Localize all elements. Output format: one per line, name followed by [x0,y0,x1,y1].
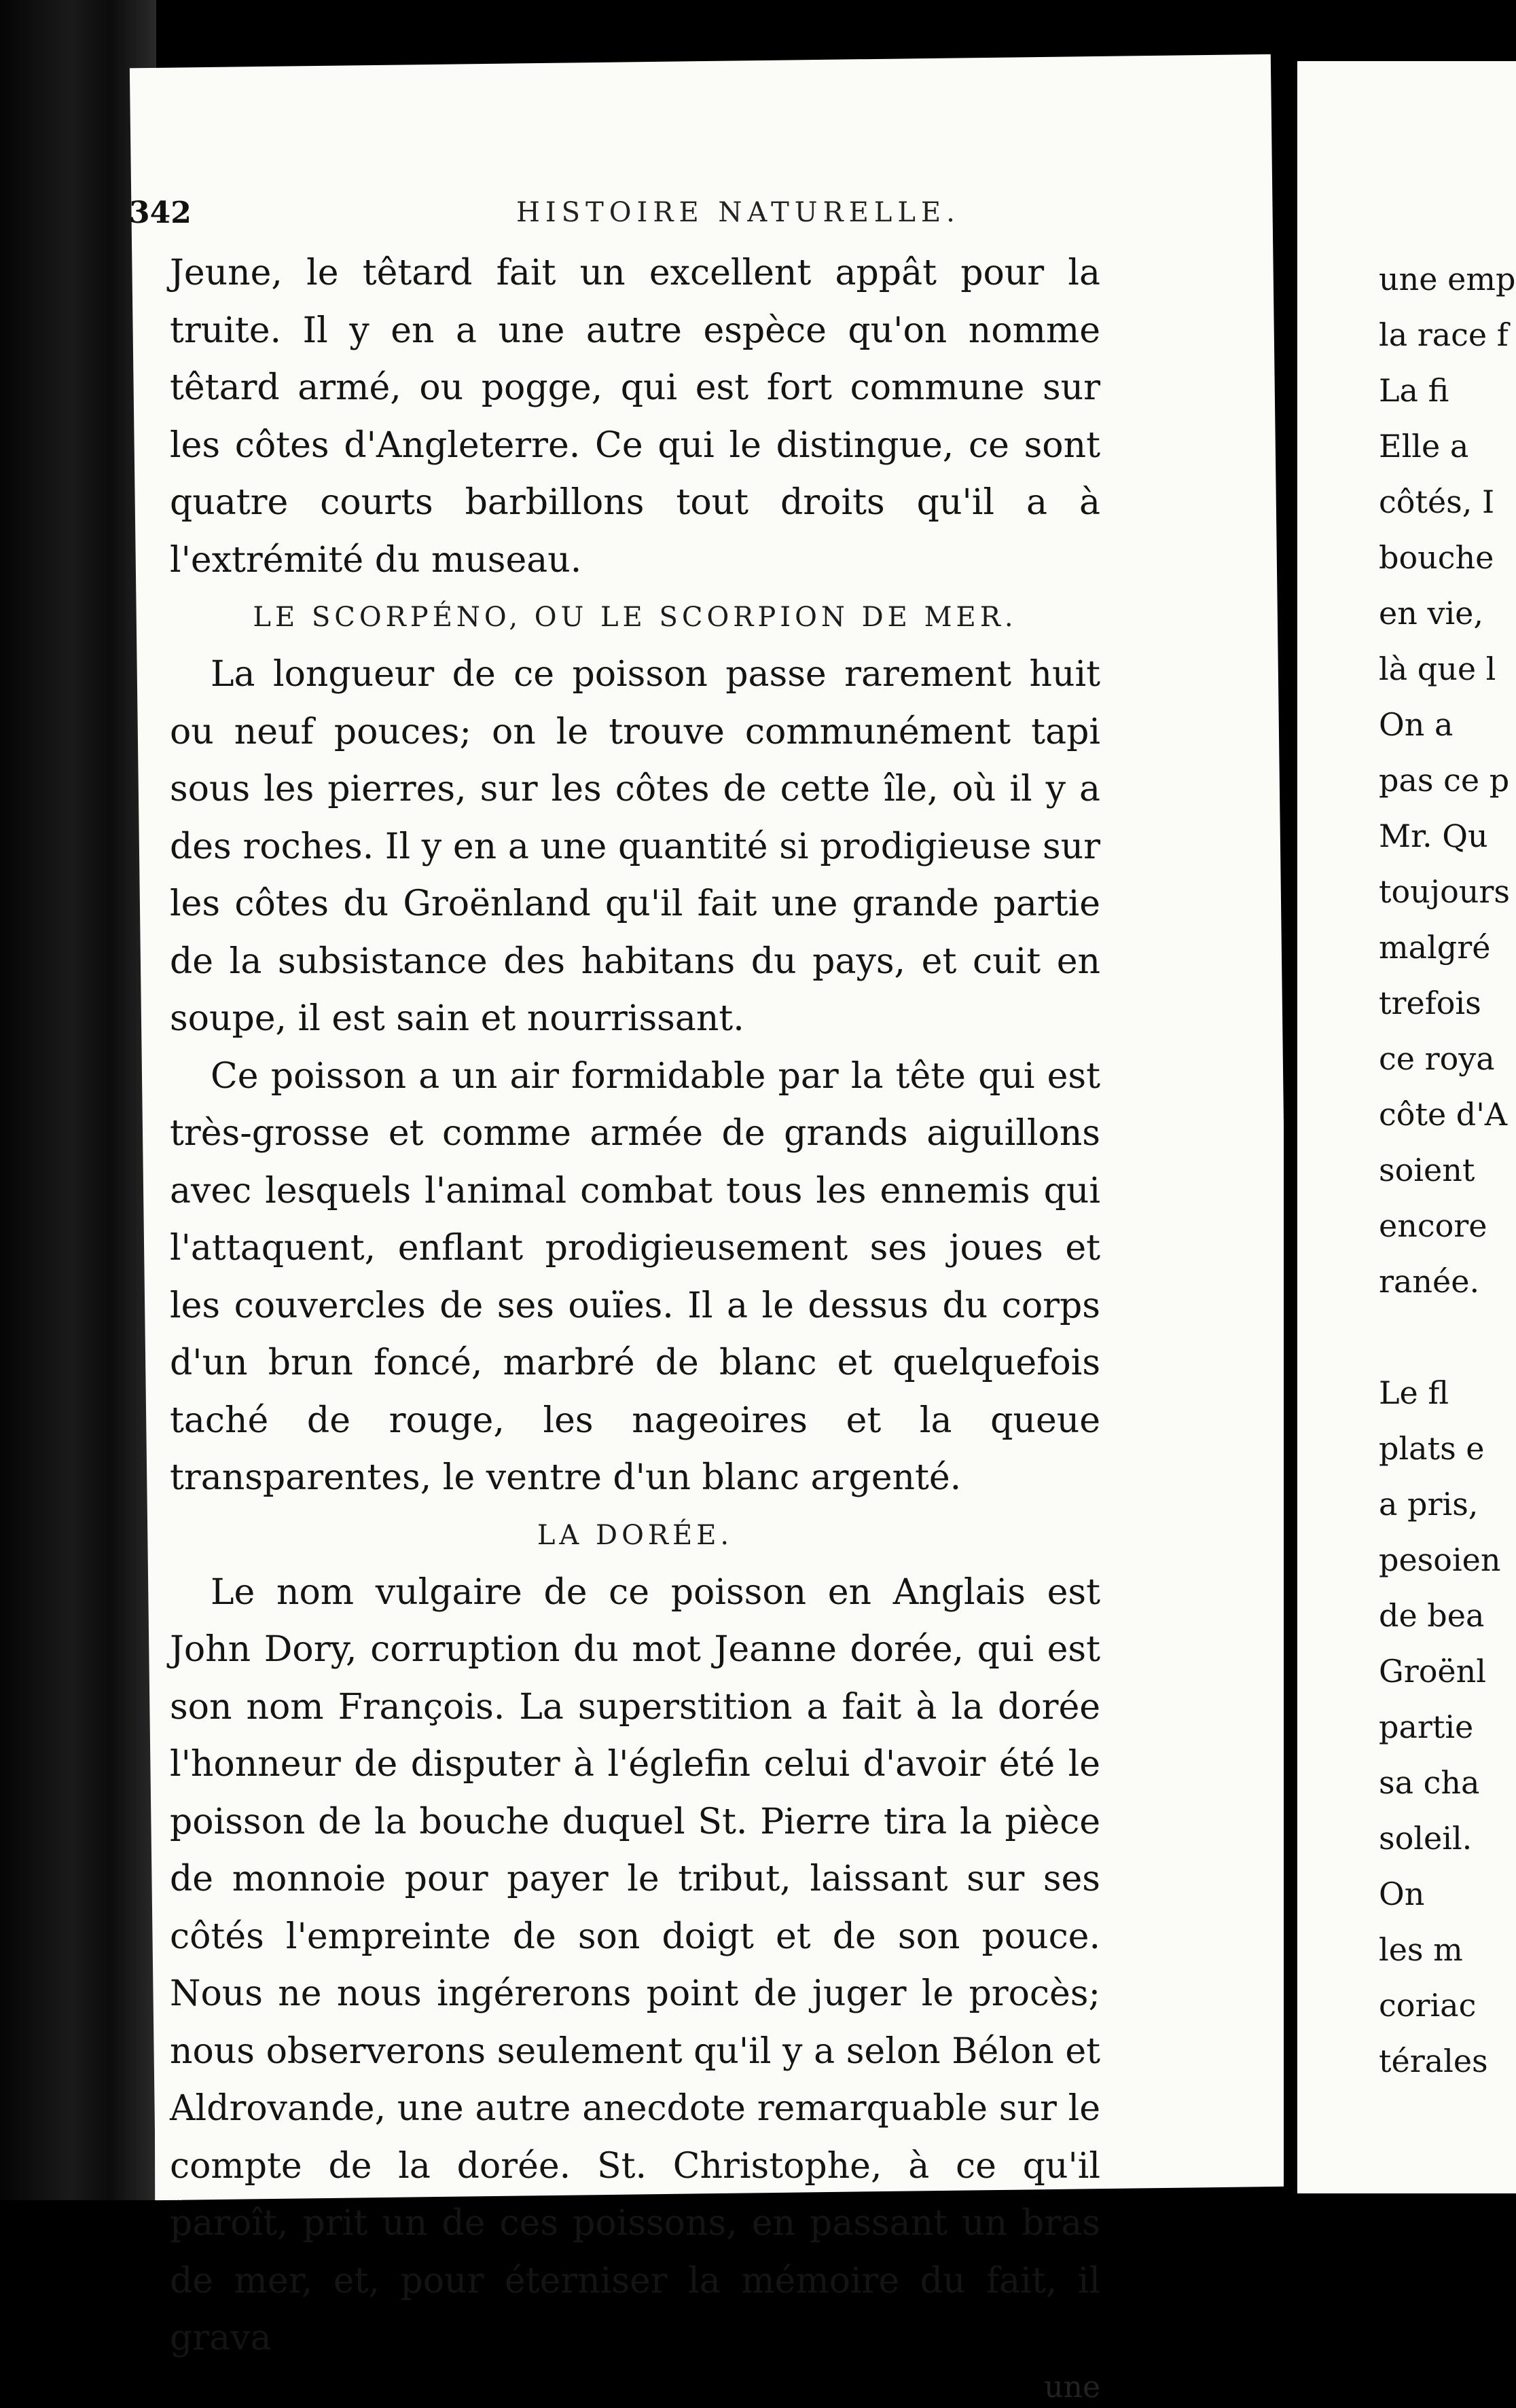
facing-line: Elle a [1379,428,1469,464]
paragraph-scorpeno-1: La longueur de ce poisson passe rarement huit ou neuf pouces; on le trouve communément tapi sous les pierres, sur les côtes de cette île, où il y a des roches. Il y en a une quantité si prodigieuse sur les côtes du Groënland qu'il fait une grande partie de la subsistance des habitans du pays, et cuit en soupe, il est sain et nourrissant. [170,654,1100,1039]
facing-line: On [1379,1876,1425,1912]
facing-line: plats e [1379,1430,1485,1467]
facing-line: ce roya [1379,1040,1495,1077]
facing-line: ranée. [1379,1263,1480,1300]
facing-line: Le fl [1379,1374,1449,1411]
facing-line: en vie, [1379,595,1484,632]
running-head [129,183,1107,244]
facing-line: trefois [1379,985,1481,1021]
running-title: HISTOIRE NATURELLE. [516,197,960,228]
facing-line: bouche [1379,539,1494,576]
facing-line: Groënl [1379,1653,1486,1690]
facing-gap [1379,1309,1516,1365]
main-text [170,244,1100,2408]
facing-line: sa cha [1379,1764,1480,1801]
paragraph-scorpeno-2: Ce poisson a un air formidable par la tête qui est très-grosse et comme armée de grands aiguillons avec lesquels l'animal combat tous les ennemis qui l'attaquent, enflant prodigieusement ses joues et les couvercles de ses ouïes. Il a le dessus du corps d'un brun foncé, marbré de blanc et quelquefois taché de rouge, les nageoires et la queue transparentes, le ventre d'un blanc argenté. [170,1055,1100,1498]
facing-line: partie [1379,1709,1474,1745]
facing-line: côtés, I [1379,484,1495,520]
facing-line: soient [1379,1152,1475,1188]
facing-line: a pris, [1379,1486,1479,1522]
facing-line: toujours [1379,873,1510,910]
facing-line: encore [1379,1207,1487,1244]
facing-line: une emp [1379,261,1516,297]
page-number: 342 [129,196,192,230]
facing-line: On a [1379,706,1454,743]
catchword: une [1044,2369,1100,2405]
facing-line: coriac [1379,1987,1477,2024]
facing-line: La fi [1379,372,1449,409]
facing-line: malgré [1379,929,1491,966]
facing-line: côte d'A [1379,1096,1508,1133]
facing-line: Mr. Qu [1379,818,1488,854]
facing-line: là que l [1379,651,1496,687]
facing-page-text [1379,251,1516,2089]
facing-line: les m [1379,1931,1463,1968]
paragraph-doree: Le nom vulgaire de ce poisson en Anglais est John Dory, corruption du mot Jeanne dorée, qui est son nom François. La superstition a fait à la dorée l'honneur de disputer à l'églefin celui d'avoir été le poisson de la bouche duquel St. Pierre tira la pièce de monnoie pour payer le tribut, laissant sur ses côtés l'empreinte de son doigt et de son pouce. Nous ne nous ingérerons point de juger le procès; nous observerons seulement qu'il y a selon Bélon et Aldrovande, une autre anecdote remarquable sur le compte de la dorée. St. Christophe, à ce qu'il paroît, prit un de ces poissons, en passant un bras de mer, et, pour éterniser la mémoire du fait, il grava [170,1571,1100,2358]
facing-line: soleil. [1379,1820,1473,1857]
facing-line: de bea [1379,1597,1485,1634]
facing-line: pas ce p [1379,762,1510,799]
facing-line: la race f [1379,316,1509,353]
section-heading-scorpeno: LE SCORPÉNO, OU LE SCORPION DE MER. [253,602,1017,633]
paragraph-tetard: Jeune, le têtard fait un excellent appât pour la truite. Il y en a une autre espèce qu'on nomme têtard armé, ou pogge, qui est fort commune sur les côtes d'Angleterre. Ce qui le distingue, ce sont quatre courts barbillons tout droits qu'il a à l'extrémité du museau. [170,253,1100,581]
facing-line: térales [1379,2043,1488,2079]
section-heading-doree: LA DORÉE. [537,1519,734,1551]
facing-line: pesoien [1379,1542,1501,1578]
